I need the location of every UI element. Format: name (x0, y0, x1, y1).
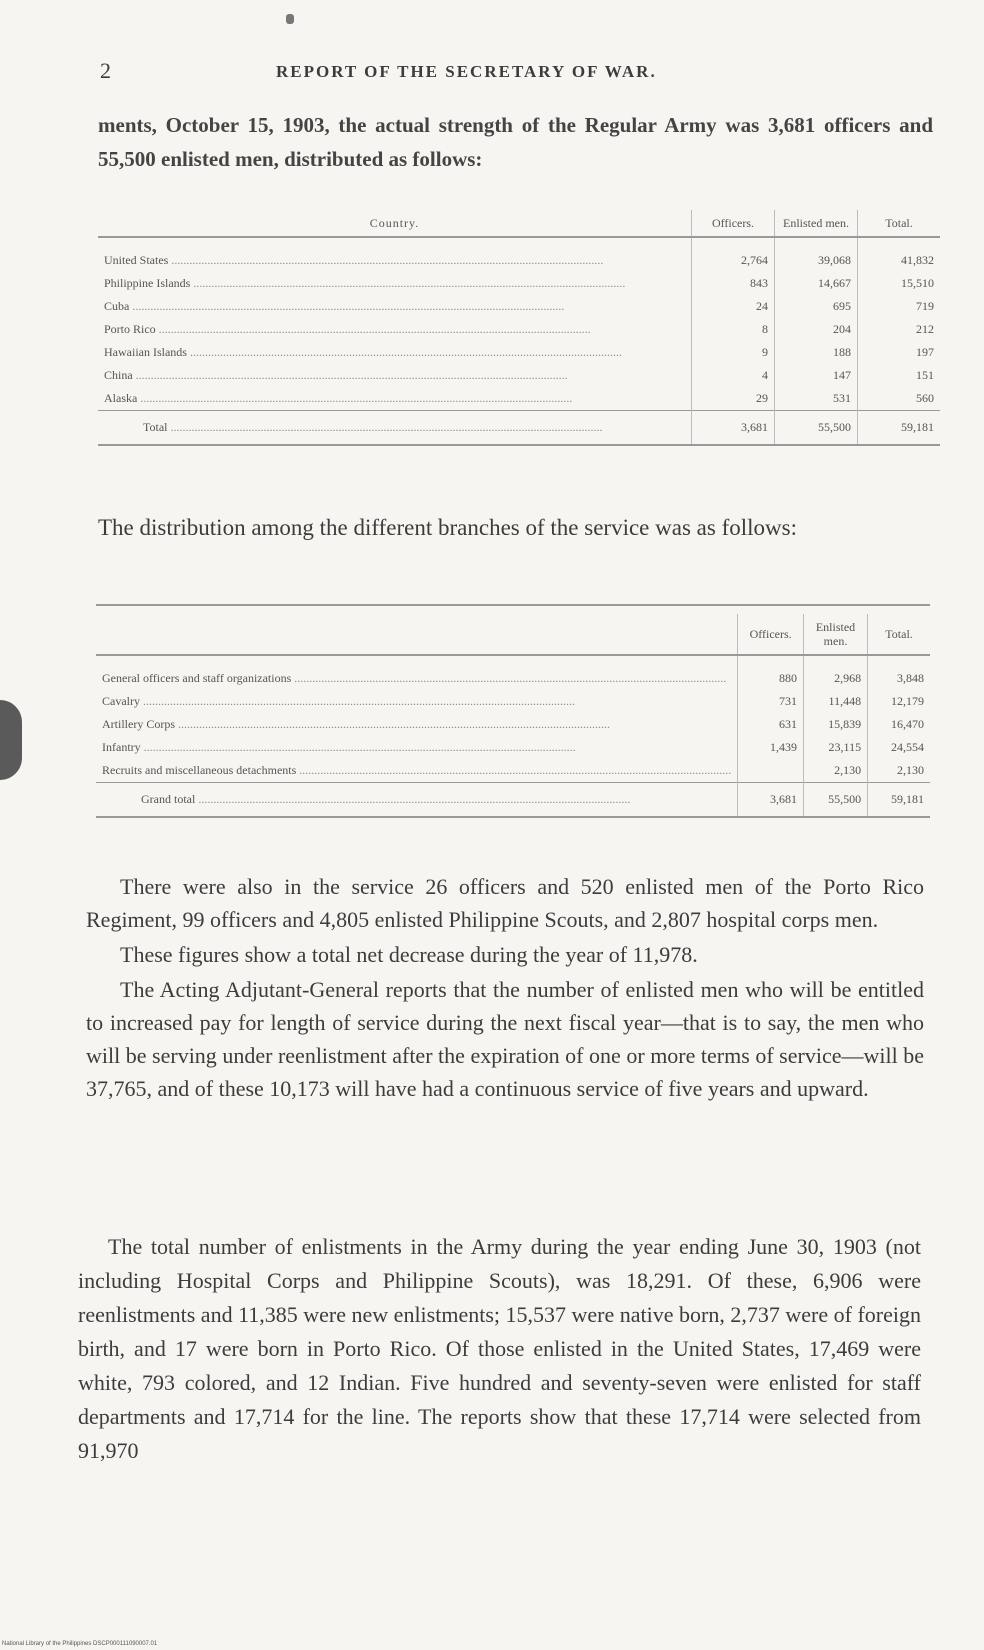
row-label: Hawaiian Islands ..... (98, 341, 692, 364)
cell-total: 12,179 (891, 694, 924, 708)
cell-total: 3,848 (897, 671, 924, 685)
table-row (96, 690, 930, 713)
row-label: Recruits and miscellaneous detachments ..... (96, 759, 738, 783)
cell-officers: 29 (692, 387, 775, 411)
cell-officers: 731 (738, 690, 804, 713)
total-row (96, 783, 930, 818)
column-header-enlisted: Enlisted men. (775, 210, 858, 237)
row-label: Philippine Islands ..... (98, 272, 692, 295)
cell-enlisted: 204 (775, 318, 858, 341)
total-enlisted: 55,500 (803, 783, 867, 818)
table-row (96, 736, 930, 759)
cell-total: 197 (916, 345, 934, 359)
distribution-paragraph: The distribution among the different branches of the service was as follows: (98, 515, 797, 540)
table-row (98, 364, 940, 387)
table-row (98, 387, 940, 411)
total-row (98, 411, 940, 446)
table-header-row (98, 210, 940, 237)
total-label: Total ..... (98, 411, 692, 446)
cell-total: 41,832 (901, 253, 934, 267)
cell-enlisted: 147 (775, 364, 858, 387)
table-row (98, 318, 940, 341)
row-label: China ..... (98, 364, 692, 387)
column-header-total: Total. (858, 210, 941, 237)
cell-total: 16,470 (891, 717, 924, 731)
row-label: General officers and staff organizations ..... (96, 655, 738, 690)
cell-officers: 1,439 (738, 736, 804, 759)
cell-total: 560 (916, 391, 934, 405)
row-label: Porto Rico ..... (98, 318, 692, 341)
table-top-rule (96, 604, 930, 606)
running-title: REPORT OF THE SECRETARY OF WAR. (276, 62, 657, 81)
ink-mark (286, 14, 294, 24)
cell-total: 15,510 (901, 276, 934, 290)
distribution-by-branch-table (96, 614, 930, 818)
total-enlisted: 55,500 (775, 411, 858, 446)
cell-total: 212 (916, 322, 934, 336)
row-label: Infantry ..... (96, 736, 738, 759)
cell-enlisted: 531 (775, 387, 858, 411)
total-label: Grand total ..... (96, 783, 738, 818)
table-row (96, 655, 930, 690)
body-paragraph: The Acting Adjutant-General reports that the number of enlisted men who will be entitled to increased pay for length of service during the next fiscal year—that is to say, the men who will be serving under reenlistment after the expiration of one or more terms of service—will be 37,765, and of these 10,173 will have had a continuous service of five years and upward. (86, 977, 924, 1101)
cell-officers: 2,764 (692, 237, 775, 272)
column-header-country: Country. (98, 210, 692, 237)
body-text-block (86, 870, 924, 1105)
column-header-enlisted: Enlisted men. (803, 614, 867, 655)
row-label: Alaska ..... (98, 387, 692, 411)
row-label: Cuba ..... (98, 295, 692, 318)
cell-enlisted: 15,839 (803, 713, 867, 736)
column-header-officers: Officers. (692, 210, 775, 237)
scan-smudge (0, 700, 22, 780)
cell-officers: 24 (692, 295, 775, 318)
total-total: 59,181 (868, 783, 930, 818)
cell-enlisted: 2,968 (803, 655, 867, 690)
table-row (98, 237, 940, 272)
row-label: Cavalry ..... (96, 690, 738, 713)
cell-total: 151 (916, 368, 934, 382)
cell-officers: 4 (692, 364, 775, 387)
cell-officers: 843 (692, 272, 775, 295)
cell-officers (738, 759, 804, 783)
cell-total: 24,554 (891, 740, 924, 754)
cell-enlisted: 39,068 (775, 237, 858, 272)
strength-by-country-table (98, 210, 940, 446)
cell-enlisted: 23,115 (803, 736, 867, 759)
intro-paragraph: ments, October 15, 1903, the actual strength of the Regular Army was 3,681 officers and 55,500 enlisted men, distributed as follows: (98, 113, 933, 171)
cell-enlisted: 2,130 (803, 759, 867, 783)
table-header-row (96, 614, 930, 655)
cell-total: 2,130 (897, 763, 924, 777)
table-row (98, 295, 940, 318)
cell-officers: 8 (692, 318, 775, 341)
column-header-officers: Officers. (738, 614, 804, 655)
row-label: United States ..... (98, 237, 692, 272)
cell-officers: 9 (692, 341, 775, 364)
cell-enlisted: 695 (775, 295, 858, 318)
cell-enlisted: 14,667 (775, 272, 858, 295)
total-total: 59,181 (858, 411, 941, 446)
cell-total: 719 (916, 299, 934, 313)
total-officers: 3,681 (738, 783, 804, 818)
cell-officers: 631 (738, 713, 804, 736)
table-row (98, 341, 940, 364)
enlistment-paragraph: The total number of enlistments in the Army during the year ending June 30, 1903 (not including Hospital Corps and Philippine Scouts), was 18,291. Of these, 6,906 were reenlistments and 11,385 were new enlistments; 15,537 were native born, 2,737 were of foreign birth, and 17 were born in Porto Rico. Of those enlisted in the United States, 17,469 were white, 793 colored, and 12 Indian. Five hundred and seventy-seven were enlisted for staff departments and 17,714 for the line. The reports show that these 17,714 were selected from 91,970 (78, 1234, 921, 1463)
body-paragraph: These figures show a total net decrease during the year of 11,978. (120, 942, 698, 967)
cell-enlisted: 11,448 (803, 690, 867, 713)
column-header-branch (96, 614, 738, 655)
cell-officers: 880 (738, 655, 804, 690)
row-label: Artillery Corps ..... (96, 713, 738, 736)
page-number: 2 (100, 58, 113, 83)
total-officers: 3,681 (692, 411, 775, 446)
table-row (98, 272, 940, 295)
table-row (96, 713, 930, 736)
table-row (96, 759, 930, 783)
scan-footer: National Library of the Philippines DSCP000111090007.01 (2, 1641, 158, 1647)
column-header-total: Total. (868, 614, 930, 655)
body-paragraph: There were also in the service 26 officers and 520 enlisted men of the Porto Rico Regiment, 99 officers and 4,805 enlisted Philippine Scouts, and 2,807 hospital corps men. (86, 874, 924, 932)
cell-enlisted: 188 (775, 341, 858, 364)
